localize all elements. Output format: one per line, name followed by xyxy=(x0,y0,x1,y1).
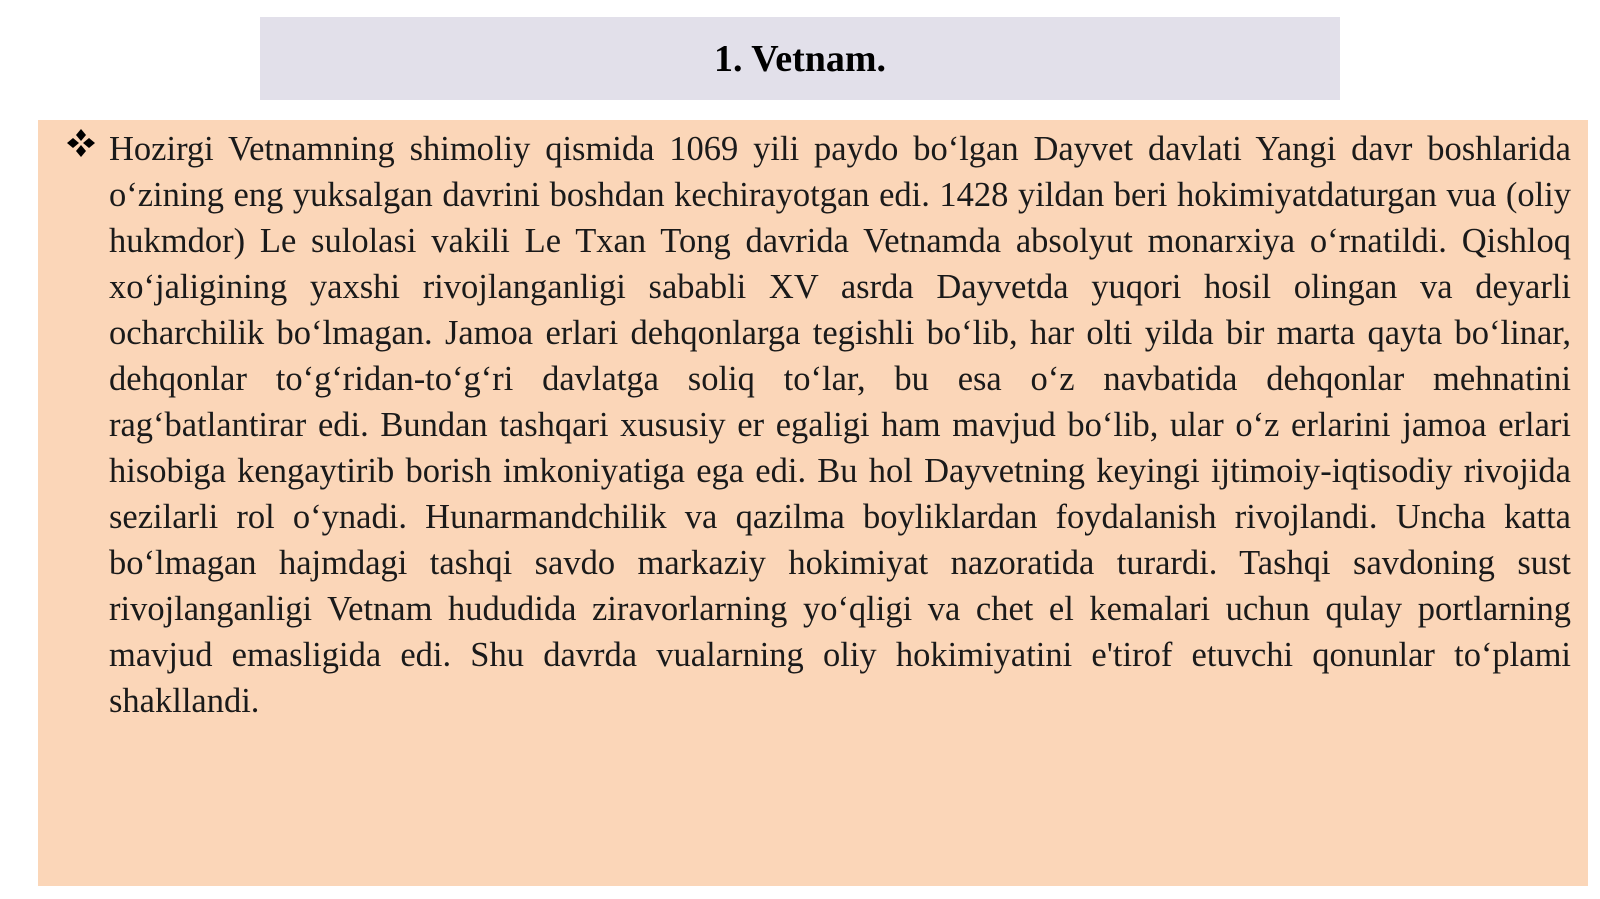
slide-body-paragraph: Hozirgi Vetnamning shimoliy qismida 1069 yili paydo boʻlgan Dayvet davlati Yangi davr boshlarida oʻzining eng yuksalgan davrini boshdan kechirayotgan edi. 1428 yildan beri hokimiyatdaturgan vua (oliy hukmdor) Le sulolasi vakili Le Txan Tong davrida Vetnamda absolyut monarxiya oʻrnatildi. Qishloq xoʻjaligining yaxshi rivojlanganligi sababli XV asrda Dayvetda yuqori hosil olingan va deyarli ocharchilik boʻlmagan. Jamoa erlari dehqonlarga tegishli boʻlib, har olti yilda bir marta qayta boʻlinar, dehqonlar toʻgʻridan-toʻgʻri davlatga soliq toʻlar, bu esa oʻz navbatida dehqonlar mehnatini ragʻbatlantirar edi. Bundan tashqari xususiy er egaligi ham mavjud boʻlib, ular oʻz erlarini jamoa erlari hisobiga kengaytirib borish imkoniyatiga ega edi. Bu hol Dayvetning keyingi ijtimoiy-iqtisodiy rivojida sezilarli rol oʻynadi. Hunarmandchilik va qazilma boyliklardan foydalanish rivojlandi. Uncha katta boʻlmagan hajmdagi tashqi savdo markaziy hokimiyat nazoratida turardi. Tashqi savdoning sust rivojlanganligi Vetnam hududida ziravorlarning yoʻqligi va chet el kemalari uchun qulay portlarning mavjud emasligida edi. Shu davrda vualarning oliy hokimiyatini e'tirof etuvchi qonunlar toʻplami shakllandi. xyxy=(109,130,1571,720)
content-box xyxy=(38,120,1588,886)
title-bar xyxy=(260,17,1340,100)
slide-title: 1. Vetnam. xyxy=(713,37,887,80)
four-diamond-bullet-icon xyxy=(66,128,96,158)
